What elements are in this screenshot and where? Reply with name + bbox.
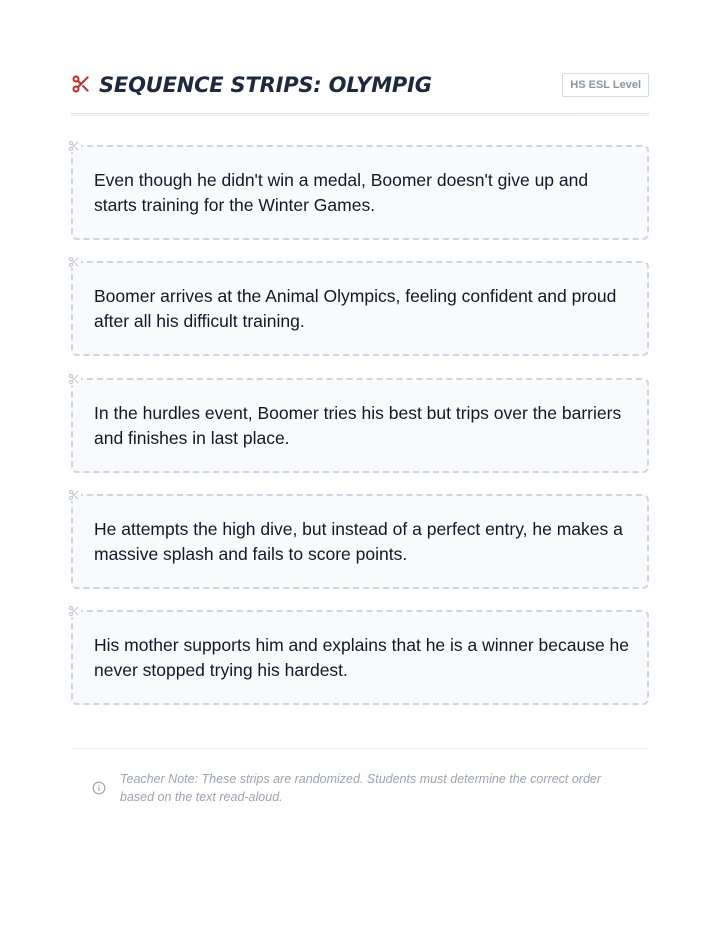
strip-text: Boomer arrives at the Animal Olympics, feeling confident and proud after all his difficult training. <box>94 286 617 331</box>
sequence-strip <box>71 261 649 356</box>
scissors-icon <box>67 373 81 385</box>
info-icon <box>92 781 106 795</box>
sequence-strip <box>71 378 649 473</box>
strip-text: His mother supports him and explains that he is a winner because he never stopped trying his hardest. <box>94 635 630 680</box>
header-divider <box>71 113 649 116</box>
sequence-strip <box>71 494 649 589</box>
worksheet-header <box>71 70 649 100</box>
sequence-strip <box>71 145 649 240</box>
page-title: SEQUENCE STRIPS: OLYMPIG <box>99 73 432 97</box>
strip-text: In the hurdles event, Boomer tries his best but trips over the barriers and finishes in last place. <box>94 403 622 448</box>
scissors-icon <box>67 140 81 152</box>
strip-text: Even though he didn't win a medal, Boomer doesn't give up and starts training for the Winter Games. <box>94 170 589 215</box>
sequence-strip <box>71 610 649 705</box>
teacher-note: Teacher Note: These strips are randomized. Students must determine the correct order based on the text read-aloud. <box>120 772 602 804</box>
footer-divider <box>71 748 649 749</box>
strip-text: He attempts the high dive, but instead of a perfect entry, he makes a massive splash and fails to score points. <box>94 519 623 564</box>
scissors-icon <box>67 256 81 268</box>
scissors-icon <box>67 605 81 617</box>
scissors-icon <box>67 489 81 501</box>
level-badge: HS ESL Level <box>562 73 649 97</box>
scissors-icon <box>71 73 91 95</box>
